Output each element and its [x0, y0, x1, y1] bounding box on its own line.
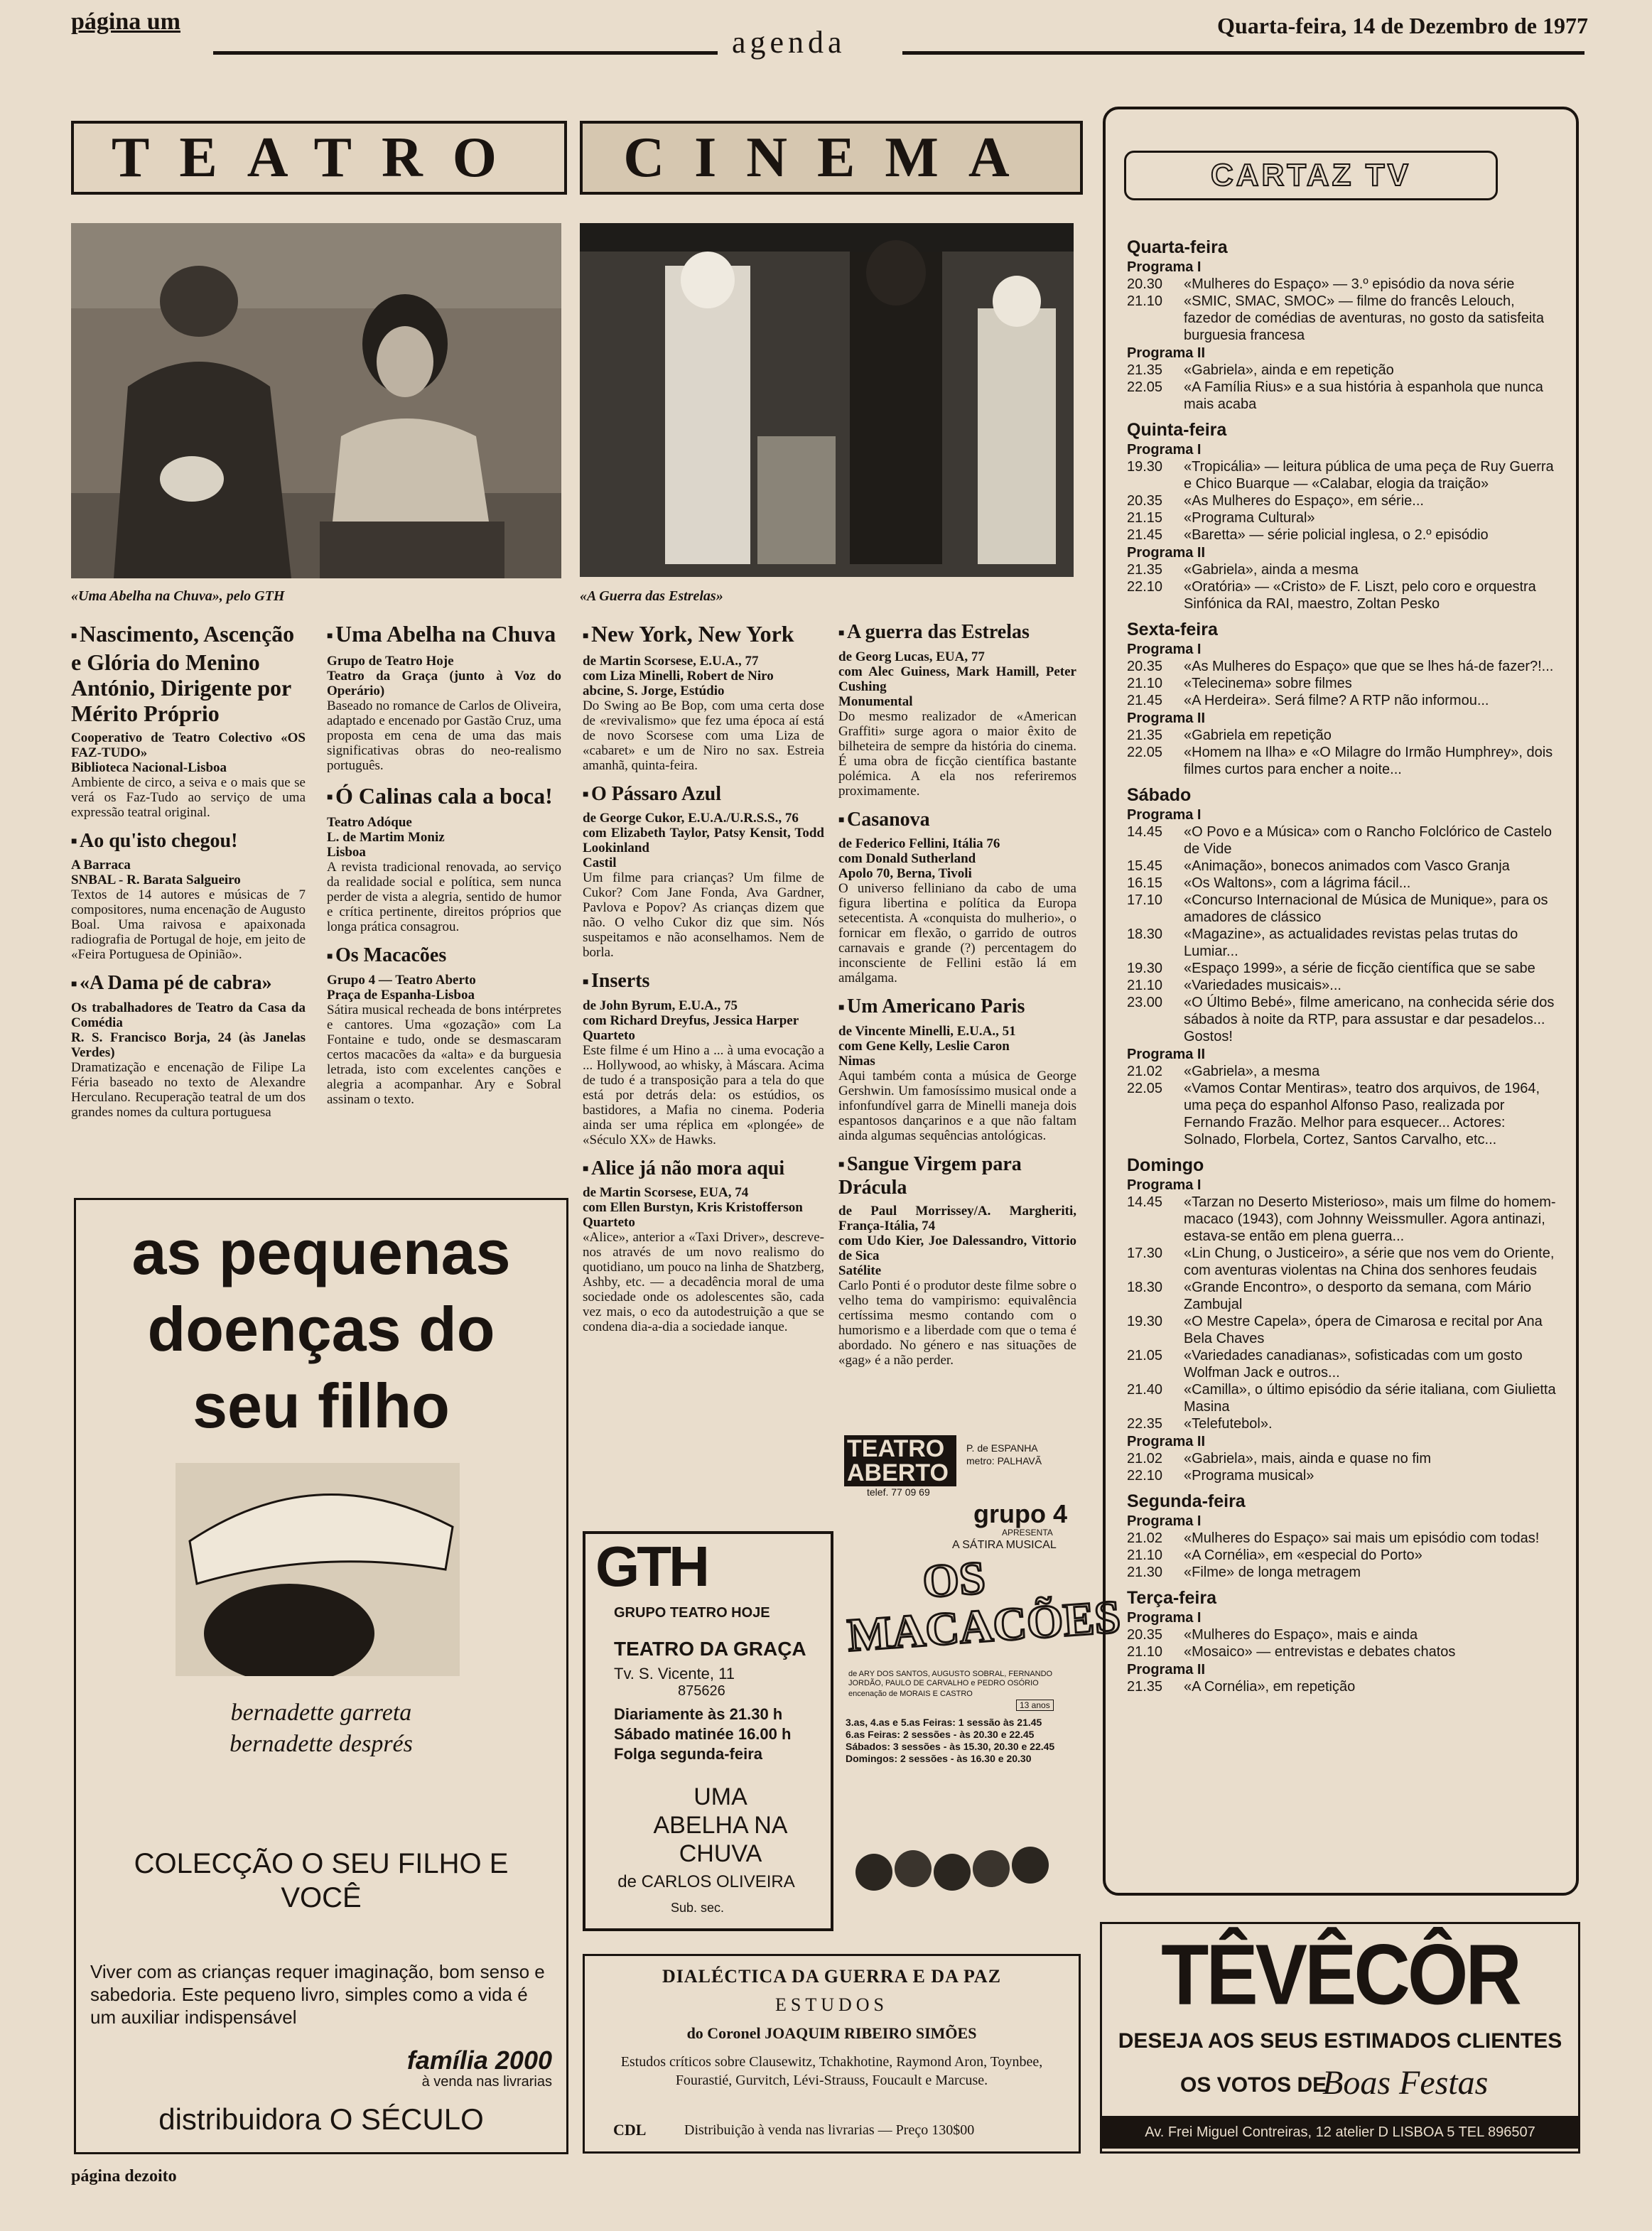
tv-listing-desc: «As Mulheres do Espaço», em série... [1184, 493, 1424, 509]
ad-headline: as pequenas doenças do seu filho [131, 1217, 511, 1441]
tv-listing-time: 21.35 [1127, 562, 1163, 578]
tv-channel-heading: Programa I [1127, 259, 1202, 275]
gth-address: Tv. S. Vicente, 11 [614, 1665, 735, 1682]
tv-listing [1127, 1547, 1560, 1564]
teatro-column-1 [71, 611, 306, 1123]
tv-listing-time: 23.00 [1127, 995, 1163, 1010]
macacoes-age: 13 anos [1016, 1700, 1054, 1711]
teatro-photo-caption: «Uma Abelha na Chuva», pelo GTH [71, 588, 285, 604]
gth-schedule-line: Sábado matinée 16.00 h [614, 1725, 792, 1743]
page-footer: página dezoito [71, 2167, 177, 2186]
tv-listing-time: 21.10 [1127, 1547, 1163, 1563]
listing-cast: com Gene Kelly, Leslie Caron [838, 1038, 1010, 1054]
ad-brand: família 2000 [406, 2046, 552, 2075]
tv-listing-desc: «Espaço 1999», a série de ficção científica que se sabe [1184, 961, 1535, 976]
tv-listing [1127, 379, 1560, 413]
listing-venue: Monumental [838, 693, 913, 709]
cinema-listing [838, 809, 1076, 986]
listing-title: ■ Os Macacões [327, 944, 561, 968]
teatro-column-2 [327, 611, 561, 1110]
tv-listing [1127, 823, 1560, 858]
ad-teatro-aberto [838, 1435, 1123, 1925]
tv-listing-time: 21.30 [1127, 1565, 1163, 1580]
listing-venue: Quarteto [583, 1215, 635, 1231]
tv-listing-time: 22.10 [1127, 579, 1163, 595]
listing-title: ■ «A Dama pé de cabra» [71, 972, 306, 996]
listing-city: Lisboa [327, 845, 366, 860]
tv-listing-time: 21.15 [1127, 510, 1163, 526]
tv-listing [1127, 1678, 1560, 1695]
gth-schedule-line: Diariamente às 21.30 h [614, 1705, 783, 1723]
tv-listing [1127, 1080, 1560, 1148]
tv-listing-desc: «Programa Cultural» [1184, 510, 1315, 526]
listing-title: ■ Sangue Virgem para Drácula [838, 1153, 1076, 1200]
teatro-listing [327, 621, 561, 773]
listing-company: A Barraca [71, 858, 131, 873]
listing-company: Os trabalhadores de Teatro da Casa da Comédia [71, 1000, 306, 1030]
cinema-column-2 [838, 611, 1076, 1371]
teatro-listing [327, 783, 561, 935]
tv-listing [1127, 926, 1560, 960]
listing-director: de Vincente Minelli, E.U.A., 51 [838, 1023, 1016, 1039]
listing-text: Carlo Ponti é o produtor deste filme sobre o velho tema do vampirismo: equivalência certíssima mesmo contando com o humorismo e a liberdade com que o tema é abordado. No género e nas situações de «gag» é a não perder. [838, 1278, 1076, 1368]
teatro-aberto-metro: metro: PALHAVÃ [966, 1455, 1042, 1466]
tv-listing-time: 21.10 [1127, 978, 1163, 993]
listing-venue: Castil [583, 855, 617, 871]
teatro-aberto-phone: telef. 77 09 69 [867, 1486, 930, 1498]
listing-cast: com Ellen Burstyn, Kris Kristofferson [583, 1200, 803, 1216]
tevecor-line1: DESEJA AOS SEUS ESTIMADOS CLIENTES [1118, 2029, 1562, 2053]
tv-listing [1127, 492, 1560, 509]
tv-listing-desc: «A Cornélia», em «especial do Porto» [1184, 1547, 1422, 1563]
tv-listing [1127, 875, 1560, 892]
listing-director: de Georg Lucas, EUA, 77 [838, 649, 985, 664]
macacoes-schedule-line: 6.as Feiras: 2 sessões - às 20.30 e 22.45 [846, 1729, 1035, 1740]
tv-listing-time: 14.45 [1127, 1194, 1163, 1210]
tv-listing-desc: «A Herdeira». Será filme? A RTP não informou... [1184, 693, 1489, 708]
tv-listing-desc: «Concurso Internacional de Música de Munique», para os amadores de clássico [1184, 892, 1548, 925]
listing-company: Cooperativo de Teatro Colectivo «OS FAZ-TUDO» [71, 730, 306, 760]
tv-listing-time: 21.02 [1127, 1064, 1163, 1079]
tv-listing [1127, 1530, 1560, 1547]
tv-listing [1127, 1415, 1560, 1432]
tv-listing-desc: «Os Waltons», com a lágrima fácil... [1184, 875, 1411, 891]
tv-listing-time: 21.05 [1127, 1348, 1163, 1363]
listing-text: Um filme para crianças? Um filme de Cukor? Com Jane Fonda, Ava Gardner, Pavlova e Popov? As crianças dizem que não. O velho Cukor diz que sim. Nós suspeitamos e não aconselhamos. Nem de borla. [583, 870, 824, 961]
tv-listing-desc: «Telefutebol». [1184, 1416, 1273, 1432]
listing-text: Do mesmo realizador de «American Graffiti» surge agora o maior êxito de bilheteira de sempre da história do cinema. É uma obra de ficção científica bastante polémica. A ela nos referiremos proximamente. [838, 708, 1076, 799]
grupo4-satira: A SÁTIRA MUSICAL [952, 1539, 1057, 1551]
listing-director: de Martin Scorsese, E.U.A., 77 [583, 653, 759, 669]
teatro-listing [327, 944, 561, 1107]
tv-day-heading: Quinta-feira [1127, 420, 1227, 440]
macacoes-credits: de ARY DOS SANTOS, AUGUSTO SOBRAL, FERNANDO JORDÃO, PAULO DE CARVALHO e PEDRO OSÓRIO [848, 1670, 1053, 1687]
tv-listing-desc: «Vamos Contar Mentiras», teatro dos arquivos, de 1964, uma peça do espanhol Alfonso Paso, realizada por Fernando Frazão. Melhor para esquecer... Actores: Solnado, Florbela, Cortez, Santos Carvalho, etc... [1184, 1081, 1540, 1147]
tv-channel-heading: Programa I [1127, 1177, 1202, 1193]
grupo4-logo: grupo 4 [973, 1499, 1067, 1528]
tv-channel-heading: Programa I [1127, 642, 1202, 657]
listing-venue: Praça de Espanha-Lisboa [327, 987, 475, 1003]
tevecor-script: Boas Festas [1322, 2064, 1489, 2102]
teatro-banner: TEATRO [71, 121, 567, 195]
listing-title: ■ Nascimento, Ascenção e Glória do Menino António, Dirigente por Mérito Próprio [71, 621, 306, 726]
tevecor-brand: TÊVÊCÔR [1161, 1926, 1519, 2024]
tv-listing-desc: «Gabriela», ainda e em repetição [1184, 362, 1394, 378]
listing-cast: com Donald Sutherland [838, 851, 976, 867]
tv-channel-heading: Programa I [1127, 442, 1202, 458]
tv-listing-time: 16.15 [1127, 875, 1163, 891]
tv-listing [1127, 362, 1560, 379]
tv-listing-desc: «Gabriela em repetição [1184, 728, 1332, 743]
listing-text: Baseado no romance de Carlos de Oliveira, adaptado e encenado por Gastão Cruz, uma proposta em cena de uma das mais significativas obras do neo-realismo português. [327, 698, 561, 773]
tv-listing-time: 21.45 [1127, 693, 1163, 708]
listing-title: ■ Casanova [838, 809, 1076, 833]
tv-listing [1127, 1063, 1560, 1080]
listing-text: «Alice», anterior a «Taxi Driver», descreve-nos através de um novo realismo do quotidiano, um pouco na linha de Shatzberg, Ashby, etc. — a decadência moral de uma sociedade onde os adolescentes são, cada vez mais, o eco da autodestruição a que se condena dia-a-dia a sociedade ianque. [583, 1230, 824, 1335]
tv-listing-desc: «Telecinema» sobre filmes [1184, 676, 1352, 691]
tv-listing-time: 21.35 [1127, 728, 1163, 743]
tv-listing [1127, 727, 1560, 744]
tv-listing [1127, 1245, 1560, 1279]
tv-listing-time: 21.10 [1127, 676, 1163, 691]
gth-schedule-line: Folga segunda-feira [614, 1745, 763, 1763]
tv-listing-time: 20.35 [1127, 1627, 1163, 1643]
dialectica-author: do Coronel JOAQUIM RIBEIRO SIMÕES [686, 2024, 977, 2042]
listing-director: de Martin Scorsese, EUA, 74 [583, 1185, 749, 1201]
tv-listing [1127, 561, 1560, 578]
tv-listing [1127, 675, 1560, 692]
listing-title: ■ New York, New York [583, 621, 824, 649]
tv-channel-heading: Programa II [1127, 545, 1206, 561]
tv-listing [1127, 692, 1560, 709]
gth-schedule [614, 1705, 791, 1764]
tevecor-line2: OS VOTOS DE [1180, 2073, 1327, 2097]
listing-title: ■ O Pássaro Azul [583, 783, 824, 807]
cinema-listing [583, 621, 824, 773]
tv-listing-time: 21.02 [1127, 1451, 1163, 1466]
tv-listing-desc: «Baretta» — série policial inglesa, o 2.º episódio [1184, 527, 1489, 543]
listing-text: Do Swing ao Be Bop, com uma certa dose de «revivalismo» que fez uma época aí está de novo Scorsese com uma Liza de «cabaret» e um de Niro no sax. Estreia amanhã, quinta-feira. [583, 698, 824, 773]
tv-listing-desc: «O Povo e a Música» com o Rancho Folclórico de Castelo de Vide [1184, 824, 1553, 857]
cinema-photo-caption: «A Guerra das Estrelas» [580, 588, 723, 604]
listing-director: de John Byrum, E.U.A., 75 [583, 998, 738, 1013]
tv-listing-desc: «Mosaico» — entrevistas e debates chatos [1184, 1644, 1456, 1660]
listing-title: ■ Ao qu'isto chegou! [71, 830, 306, 854]
cinema-banner: CINEMA [580, 121, 1083, 195]
teatro-listing [71, 830, 306, 963]
tv-listing [1127, 960, 1560, 977]
tv-listing-time: 17.30 [1127, 1246, 1163, 1261]
tv-listing [1127, 1467, 1560, 1484]
teatro-aberto-location: P. de ESPANHA [966, 1442, 1038, 1454]
tv-listing-desc: «A Família Rius» e a sua história à espanhola que nunca mais acaba [1184, 379, 1543, 412]
listing-text: Este filme é um Hino a ... à uma evocação a ... Hollywood, ao whisky, à Máscara. Acima de tudo é a transposição para a tela do que está por detrás dela: os estúdios, os bastidores, a Mafia no cinema. Poderia ainda ser uma réplica em «plongée» de «Século XX» de Hawks. [583, 1042, 824, 1147]
listing-director: de George Cukor, E.U.A./U.R.S.S., 76 [583, 811, 799, 826]
tv-channel-heading: Programa II [1127, 1047, 1206, 1062]
tv-channel-heading: Programa I [1127, 1513, 1202, 1529]
tv-listing [1127, 526, 1560, 544]
tv-listing-desc: «O Mestre Capela», ópera de Cimarosa e recital por Ana Bela Chaves [1184, 1314, 1543, 1346]
tv-listing [1127, 744, 1560, 778]
listing-cast: com Richard Dreyfus, Jessica Harper [583, 1012, 799, 1028]
listing-text: Sátira musical recheada de bons intérpretes e cantores. Uma «gozação» com La Fontaine e tudo, onde se desmascaram certos macacões da «alta» e da burguesia letrada, isto com excelentes canções e alegria a acompanhar. Ary e Sobral assinam o texto. [327, 1002, 561, 1107]
tv-day-heading: Quarta-feira [1127, 237, 1228, 257]
listing-title: ■ Inserts [583, 970, 824, 994]
tv-listing-desc: «A Cornélia», em repetição [1184, 1679, 1356, 1695]
listing-venue: Teatro da Graça (junto à Voz do Operário) [327, 668, 561, 698]
gth-group: GRUPO TEATRO HOJE [614, 1605, 770, 1621]
ad-body: Viver com as crianças requer imaginação, bom senso e sabedoria. Este pequeno livro, simples como a vida é um auxiliar indispensável [90, 1961, 545, 2028]
cinema-column-1 [583, 611, 824, 1337]
tv-listing-desc: «Lin Chung, o Justiceiro», a série que nos vem do Oriente, com aventuras violentas na China dos senhores feudais [1184, 1246, 1555, 1278]
tv-listing [1127, 509, 1560, 526]
tv-listing-desc: «Programa musical» [1184, 1468, 1314, 1484]
tv-listing [1127, 892, 1560, 926]
tv-channel-heading: Programa I [1127, 1610, 1202, 1626]
tv-listing-time: 17.10 [1127, 892, 1163, 908]
tv-listing-time: 21.02 [1127, 1530, 1163, 1546]
teatro-listing [71, 621, 306, 820]
tv-listing-time: 21.35 [1127, 362, 1163, 378]
tv-listing-desc: «Mulheres do Espaço», mais e ainda [1184, 1627, 1418, 1643]
teatro-aberto-logo: TEATRO ABERTO [844, 1435, 956, 1486]
gth-author: de CARLOS OLIVEIRA [617, 1872, 795, 1891]
tv-listing [1127, 578, 1560, 612]
tv-listing-time: 15.45 [1127, 858, 1163, 874]
tv-listing-time: 14.45 [1127, 824, 1163, 840]
tv-day-heading: Terça-feira [1127, 1588, 1216, 1608]
dialectica-text: Estudos críticos sobre Clausewitz, Tchakhotine, Raymond Aron, Toynbee, Fourastié, Gurvitch, Lévi-Strauss, Foucault e Marcuse. [620, 2054, 1043, 2088]
listing-venue: Nimas [838, 1053, 875, 1069]
listing-cast: com Alec Guiness, Mark Hamill, Peter Cushing [838, 664, 1076, 694]
ad-distributor: distribuidora O SÉCULO [158, 2102, 484, 2136]
teatro-photo [71, 223, 561, 578]
tv-listing-time: 22.05 [1127, 1081, 1163, 1096]
grupo4-apresenta: APRESENTA [1002, 1528, 1053, 1538]
tv-listing-time: 19.30 [1127, 459, 1163, 475]
listing-text: Dramatização e encenação de Filipe La Féria baseado no texto de Alexandre Herculano. Recuperação teatral de um dos grandes nomes da cultura portuguesa [71, 1059, 306, 1120]
dialectica-subtitle: ESTUDOS [774, 1994, 888, 2015]
ad-collection: COLECÇÃO O SEU FILHO E VOCÊ [134, 1848, 509, 1913]
listing-cast: com Elizabeth Taylor, Patsy Kensit, Todd Lookinland [583, 826, 824, 856]
tv-listing [1127, 1626, 1560, 1643]
listing-director: de Paul Morrissey/A. Margheriti, França-Itália, 74 [838, 1204, 1076, 1234]
listing-cast: com Udo Kier, Joe Dalessandro, Vittorio de Sica [838, 1233, 1076, 1264]
listing-text: O universo felliniano da cabo de uma figura libertina e política da Europa setecentista. A «conquista do mulherio», o fornicar em flexão, o garrido de outros carnavais e grande (?) percentagem do inconsciente de Fellini estão lá em amálgama. [838, 881, 1076, 986]
tv-listing-desc: «Tropicália» — leitura pública de uma peça de Ruy Guerra e Chico Buarque — «Calabar, elogia da traição» [1184, 459, 1554, 492]
tv-listing-time: 21.10 [1127, 293, 1163, 309]
tv-listing-desc: «Variedades musicais»... [1184, 978, 1341, 993]
tv-listing-desc: «Magazine», as actualidades revistas pelas trutas do Lumiar... [1184, 927, 1518, 959]
gth-note: Sub. sec. [671, 1901, 725, 1915]
listing-venue: Quarteto [583, 1027, 635, 1043]
listing-text: Ambiente de circo, a seiva e o mais que se verá os Faz-Tudo ao serviço de uma expressão teatral original. [71, 774, 306, 820]
gth-venue: TEATRO DA GRAÇA [614, 1638, 806, 1660]
cartaz-tv-logo: CARTAZ TV [1124, 151, 1498, 200]
listing-venue: Satélite [838, 1263, 882, 1279]
tv-listing-desc: «Animação», bonecos animados com Vasco Granja [1184, 858, 1510, 874]
macacoes-title: OS MACACÕES [846, 1552, 1123, 1662]
macacoes-direction: encenação de MORAIS E CASTRO [848, 1690, 973, 1698]
listing-venue: abcine, S. Jorge, Estúdio [583, 683, 725, 698]
ad-tevecor [1100, 1922, 1580, 2154]
listing-venue: R. S. Francisco Borja, 24 (às Janelas Verdes) [71, 1030, 306, 1060]
cinema-listing [583, 783, 824, 961]
masthead-left: página um [71, 9, 180, 35]
tv-listing-desc: «Homem na Ilha» e «O Milagre do Irmão Humphrey», dois filmes curtos para encher a noite... [1184, 745, 1553, 777]
listing-venue: L. de Martim Moniz [327, 830, 445, 846]
listing-director: de Federico Fellini, Itália 76 [838, 836, 1000, 852]
macacoes-schedule [846, 1717, 1073, 1765]
header-rule-left [213, 51, 718, 55]
tv-listing-desc: «Mulheres do Espaço» — 3.º episódio da nova série [1184, 276, 1515, 292]
tv-listing [1127, 994, 1560, 1045]
tv-listing [1127, 658, 1560, 675]
tv-listing-desc: «As Mulheres do Espaço» que que se lhes há-de fazer?!... [1184, 659, 1554, 674]
macacoes-schedule-line: Sábados: 3 sessões - às 15.30, 20.30 e 22.45 [846, 1741, 1055, 1752]
issue-date: Quarta-feira, 14 de Dezembro de 1977 [1217, 13, 1588, 38]
tv-listing [1127, 1279, 1560, 1313]
tv-listing-desc: «O Último Bebé», filme americano, na conhecida série dos sábados à noite da RTP, para assustar e dar pesadelos... Gostos! [1184, 995, 1555, 1044]
ad-brand-sub: à venda nas livrarias [421, 2074, 552, 2090]
star-wars-scene-image [580, 223, 1074, 577]
tv-listing-time: 19.30 [1127, 961, 1163, 976]
gth-logo: GTH [595, 1535, 707, 1598]
tv-listing-desc: «Filme» de longa metragem [1184, 1565, 1361, 1580]
cinema-listing [838, 995, 1076, 1143]
tv-listing-time: 18.30 [1127, 927, 1163, 942]
tv-listing-time: 22.05 [1127, 745, 1163, 760]
tv-listing [1127, 1450, 1560, 1467]
cinema-listing [583, 970, 824, 1147]
tv-listing [1127, 1381, 1560, 1415]
tv-listing-time: 22.10 [1127, 1468, 1163, 1484]
author-1: bernadette garreta [230, 1700, 412, 1726]
tv-listing [1127, 977, 1560, 994]
tv-listing-desc: «Variedades canadianas», sofisticadas com um gosto Wolfman Jack e outros... [1184, 1348, 1523, 1381]
macacoes-schedule-line: Domingos: 2 sessões - às 16.30 e 20.30 [846, 1753, 1032, 1764]
section-title: agenda [732, 25, 846, 60]
tv-listing-desc: «Gabriela», a mesma [1184, 1064, 1320, 1079]
tv-listing-time: 21.35 [1127, 1679, 1163, 1695]
cast-photos-image [853, 1833, 1066, 1911]
header-rule-right [902, 51, 1584, 55]
dialectica-distribution: Distribuição à venda nas livrarias — Preço 130$00 [684, 2122, 975, 2138]
tv-channel-heading: Programa I [1127, 807, 1202, 823]
tv-listing [1127, 1643, 1560, 1660]
cinema-listing [583, 1157, 824, 1335]
listing-title: ■ Ó Calinas cala a boca! [327, 783, 561, 811]
gth-play: UMA ABELHA NA CHUVA [653, 1783, 788, 1867]
tv-guide-box [1103, 107, 1579, 1896]
listing-company: Grupo 4 — Teatro Aberto [327, 972, 476, 988]
tv-listing-time: 21.45 [1127, 527, 1163, 543]
tv-listing-time: 22.35 [1127, 1416, 1163, 1432]
tv-schedule [1127, 230, 1560, 1695]
tv-listing [1127, 458, 1560, 492]
tv-day-heading: Sábado [1127, 785, 1192, 805]
listing-title: ■ Alice já não mora aqui [583, 1157, 824, 1182]
listing-text: A revista tradicional renovada, ao serviço da realidade social e política, sem nunca perder de vista a alegria, sentido de humor e crítica pertinente, direitos próprios que longa prática consagrou. [327, 860, 561, 935]
tv-listing-time: 21.40 [1127, 1382, 1163, 1398]
tv-channel-heading: Programa II [1127, 711, 1206, 726]
listing-cast: com Liza Minelli, Robert de Niro [583, 668, 774, 684]
listing-title: ■ Um Americano Paris [838, 995, 1076, 1020]
tv-channel-heading: Programa II [1127, 1662, 1206, 1678]
book-cover-image [176, 1463, 460, 1676]
cinema-listing [838, 621, 1076, 799]
listing-title: ■ A guerra das Estrelas [838, 621, 1076, 645]
listing-text: Textos de 14 autores e músicas de 7 compositores, numa encenação de Augusto Boal. Uma raivosa e apaixonada radiografia de Portugal de hoje, em jeito de «Feira Portuguesa de Opinião». [71, 887, 306, 963]
listing-company: Grupo de Teatro Hoje [327, 653, 454, 669]
listing-venue: Apolo 70, Berna, Tivoli [838, 866, 972, 882]
ad-book-doencas [74, 1198, 568, 2154]
dialectica-title: DIALÉCTICA DA GUERRA E DA PAZ [662, 1966, 1002, 1987]
tv-listing-desc: «Camilla», o último episódio da série italiana, com Giulietta Masina [1184, 1382, 1556, 1415]
tv-listing-time: 18.30 [1127, 1280, 1163, 1295]
tv-listing-desc: «Gabriela», mais, ainda e quase no fim [1184, 1451, 1431, 1466]
tv-listing [1127, 1347, 1560, 1381]
tv-day-heading: Sexta-feira [1127, 620, 1218, 639]
listing-title: ■ Uma Abelha na Chuva [327, 621, 561, 649]
tevecor-address: Av. Frei Miguel Contreiras, 12 atelier D LISBOA 5 TEL 896507 [1102, 2116, 1578, 2149]
tv-listing-desc: «Mulheres do Espaço» sai mais um episódio com todas! [1184, 1530, 1540, 1546]
tv-listing-time: 20.30 [1127, 276, 1163, 292]
listing-text: Aqui também conta a música de George Gershwin. Um famosíssimo musical onde a infonfundível garra de Minelli maneja dois espantosos dançarinos e a que não faltam ainda algumas sequências antológicas. [838, 1068, 1076, 1143]
tv-listing-desc: «Grande Encontro», o desporto da semana, com Mário Zambujal [1184, 1280, 1532, 1312]
tv-listing-time: 19.30 [1127, 1314, 1163, 1329]
tv-day-heading: Segunda-feira [1127, 1491, 1246, 1511]
tv-listing-desc: «SMIC, SMAC, SMOC» — filme do francês Lelouch, fazedor de comédias de aventuras, no gosto da satisfeita burguesia francesa [1184, 293, 1544, 343]
tv-listing-time: 21.10 [1127, 1644, 1163, 1660]
tv-day-heading: Domingo [1127, 1155, 1204, 1175]
tv-listing-time: 20.35 [1127, 493, 1163, 509]
tv-channel-heading: Programa II [1127, 1434, 1206, 1449]
tv-listing [1127, 1564, 1560, 1581]
tv-listing-time: 22.05 [1127, 379, 1163, 395]
tv-listing [1127, 858, 1560, 875]
theatre-scene-image [71, 223, 561, 578]
listing-venue: Biblioteca Nacional-Lisboa [71, 760, 227, 775]
tv-listing [1127, 293, 1560, 344]
ad-authors [76, 1697, 566, 1760]
tv-listing-desc: «Gabriela», ainda a mesma [1184, 562, 1359, 578]
listing-company: Teatro Adóque [327, 815, 412, 831]
tv-listing [1127, 1194, 1560, 1245]
gth-phone: 875626 [678, 1683, 725, 1699]
tv-channel-heading: Programa II [1127, 345, 1206, 361]
author-2: bernadette després [230, 1731, 413, 1757]
tv-listing-desc: «Tarzan no Deserto Misterioso», mais um filme do homem-macaco (1943), com Johnny Weissmuller. Agora antinazi, estava-se então em plena guerra... [1184, 1194, 1556, 1244]
tv-listing-desc: «Oratória» — «Cristo» de F. Liszt, pelo coro e orquestra Sinfónica da RAI, maestro, Zoltan Pesko [1184, 579, 1536, 612]
macacoes-schedule-line: 3.as, 4.as e 5.as Feiras: 1 sessão às 21.45 [846, 1717, 1042, 1728]
tv-listing [1127, 1313, 1560, 1347]
listing-venue: SNBAL - R. Barata Salgueiro [71, 873, 241, 888]
ad-dialectica [583, 1954, 1081, 2154]
teatro-listing [71, 972, 306, 1120]
ad-gth [583, 1531, 833, 1931]
tv-listing [1127, 276, 1560, 293]
cinema-listing [838, 1153, 1076, 1368]
cinema-photo [580, 223, 1074, 577]
tv-listing-time: 20.35 [1127, 659, 1163, 674]
dialectica-publisher: CDL [613, 2121, 647, 2139]
